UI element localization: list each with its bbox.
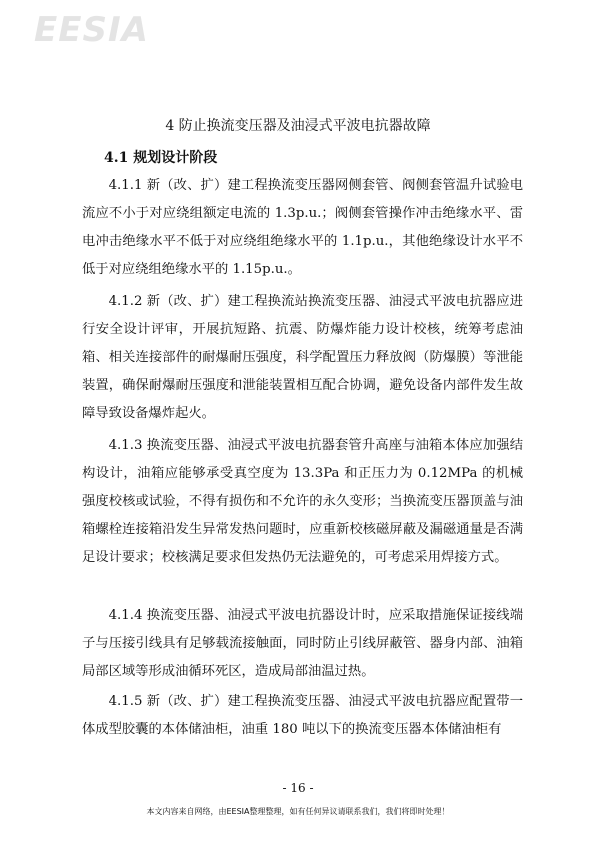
paragraph-4-1-3: 4.1.3 换流变压器、油浸式平波电抗器套管升高座与油箱本体应加强结构设计，油箱应能够承受真空度为 13.3Pa 和正压力为 0.12MPa 的机械强度校核或试验，不得有损伤和不允许的永久变形；当换流变压器顶盖与油箱螺栓连接箱沿发生异常发热问题时，应重新校核磁屏蔽及漏磁通量是否满足设计要求；校核满足要求但发热仍无法避免的，可考虑采用焊接方式。 bbox=[82, 438, 523, 565]
paragraph-4-1-5: 4.1.5 新（改、扩）建工程换流变压器、油浸式平波电抗器应配置带一体成型胶囊的本体储油柜，油重 180 吨以下的换流变压器本体储油柜有 bbox=[82, 694, 523, 737]
chapter-heading: 4 防止换流变压器及油浸式平波电抗器故障 bbox=[165, 118, 431, 134]
paragraph-4-1-4: 4.1.4 换流变压器、油浸式平波电抗器设计时，应采取措施保证接线端子与压接引线具有足够载流接触面，同时防止引线屏蔽管、器身内部、油箱局部区域等形成油循环死区，造成局部油温过热。 bbox=[82, 608, 523, 679]
page-number: - 16 - bbox=[282, 781, 314, 795]
paragraph-4-1-1: 4.1.1 新（改、扩）建工程换流变压器网侧套管、阀侧套管温升试验电流应不小于对应绕组额定电流的 1.3p.u.；阀侧套管操作冲击绝缘水平、雷电冲击绝缘水平不低于对应绕组绝缘水平的 1.1p.u.，其他绝缘设计水平不低于对应绕组绝缘水平的 1.15p.u.。 bbox=[82, 178, 523, 277]
eesia-logo: EESIA bbox=[34, 10, 149, 50]
section-heading: 4.1 规划设计阶段 bbox=[104, 150, 218, 166]
paragraph-4-1-2: 4.1.2 新（改、扩）建工程换流站换流变压器、油浸式平波电抗器应进行安全设计评审，开展抗短路、抗震、防爆炸能力设计校核，统筹考虑油箱、相关连接部件的耐爆耐压强度，科学配置压力释放阀（防爆膜）等泄能装置，确保耐爆耐压强度和泄能装置相互配合协调，避免设备内部件发生故障导致设备爆炸起火。 bbox=[82, 294, 523, 421]
footer-disclaimer: 本文内容来自网络，由EESIA整理整理，如有任何异议请联系我们，我们将即时处理！ bbox=[146, 807, 450, 816]
